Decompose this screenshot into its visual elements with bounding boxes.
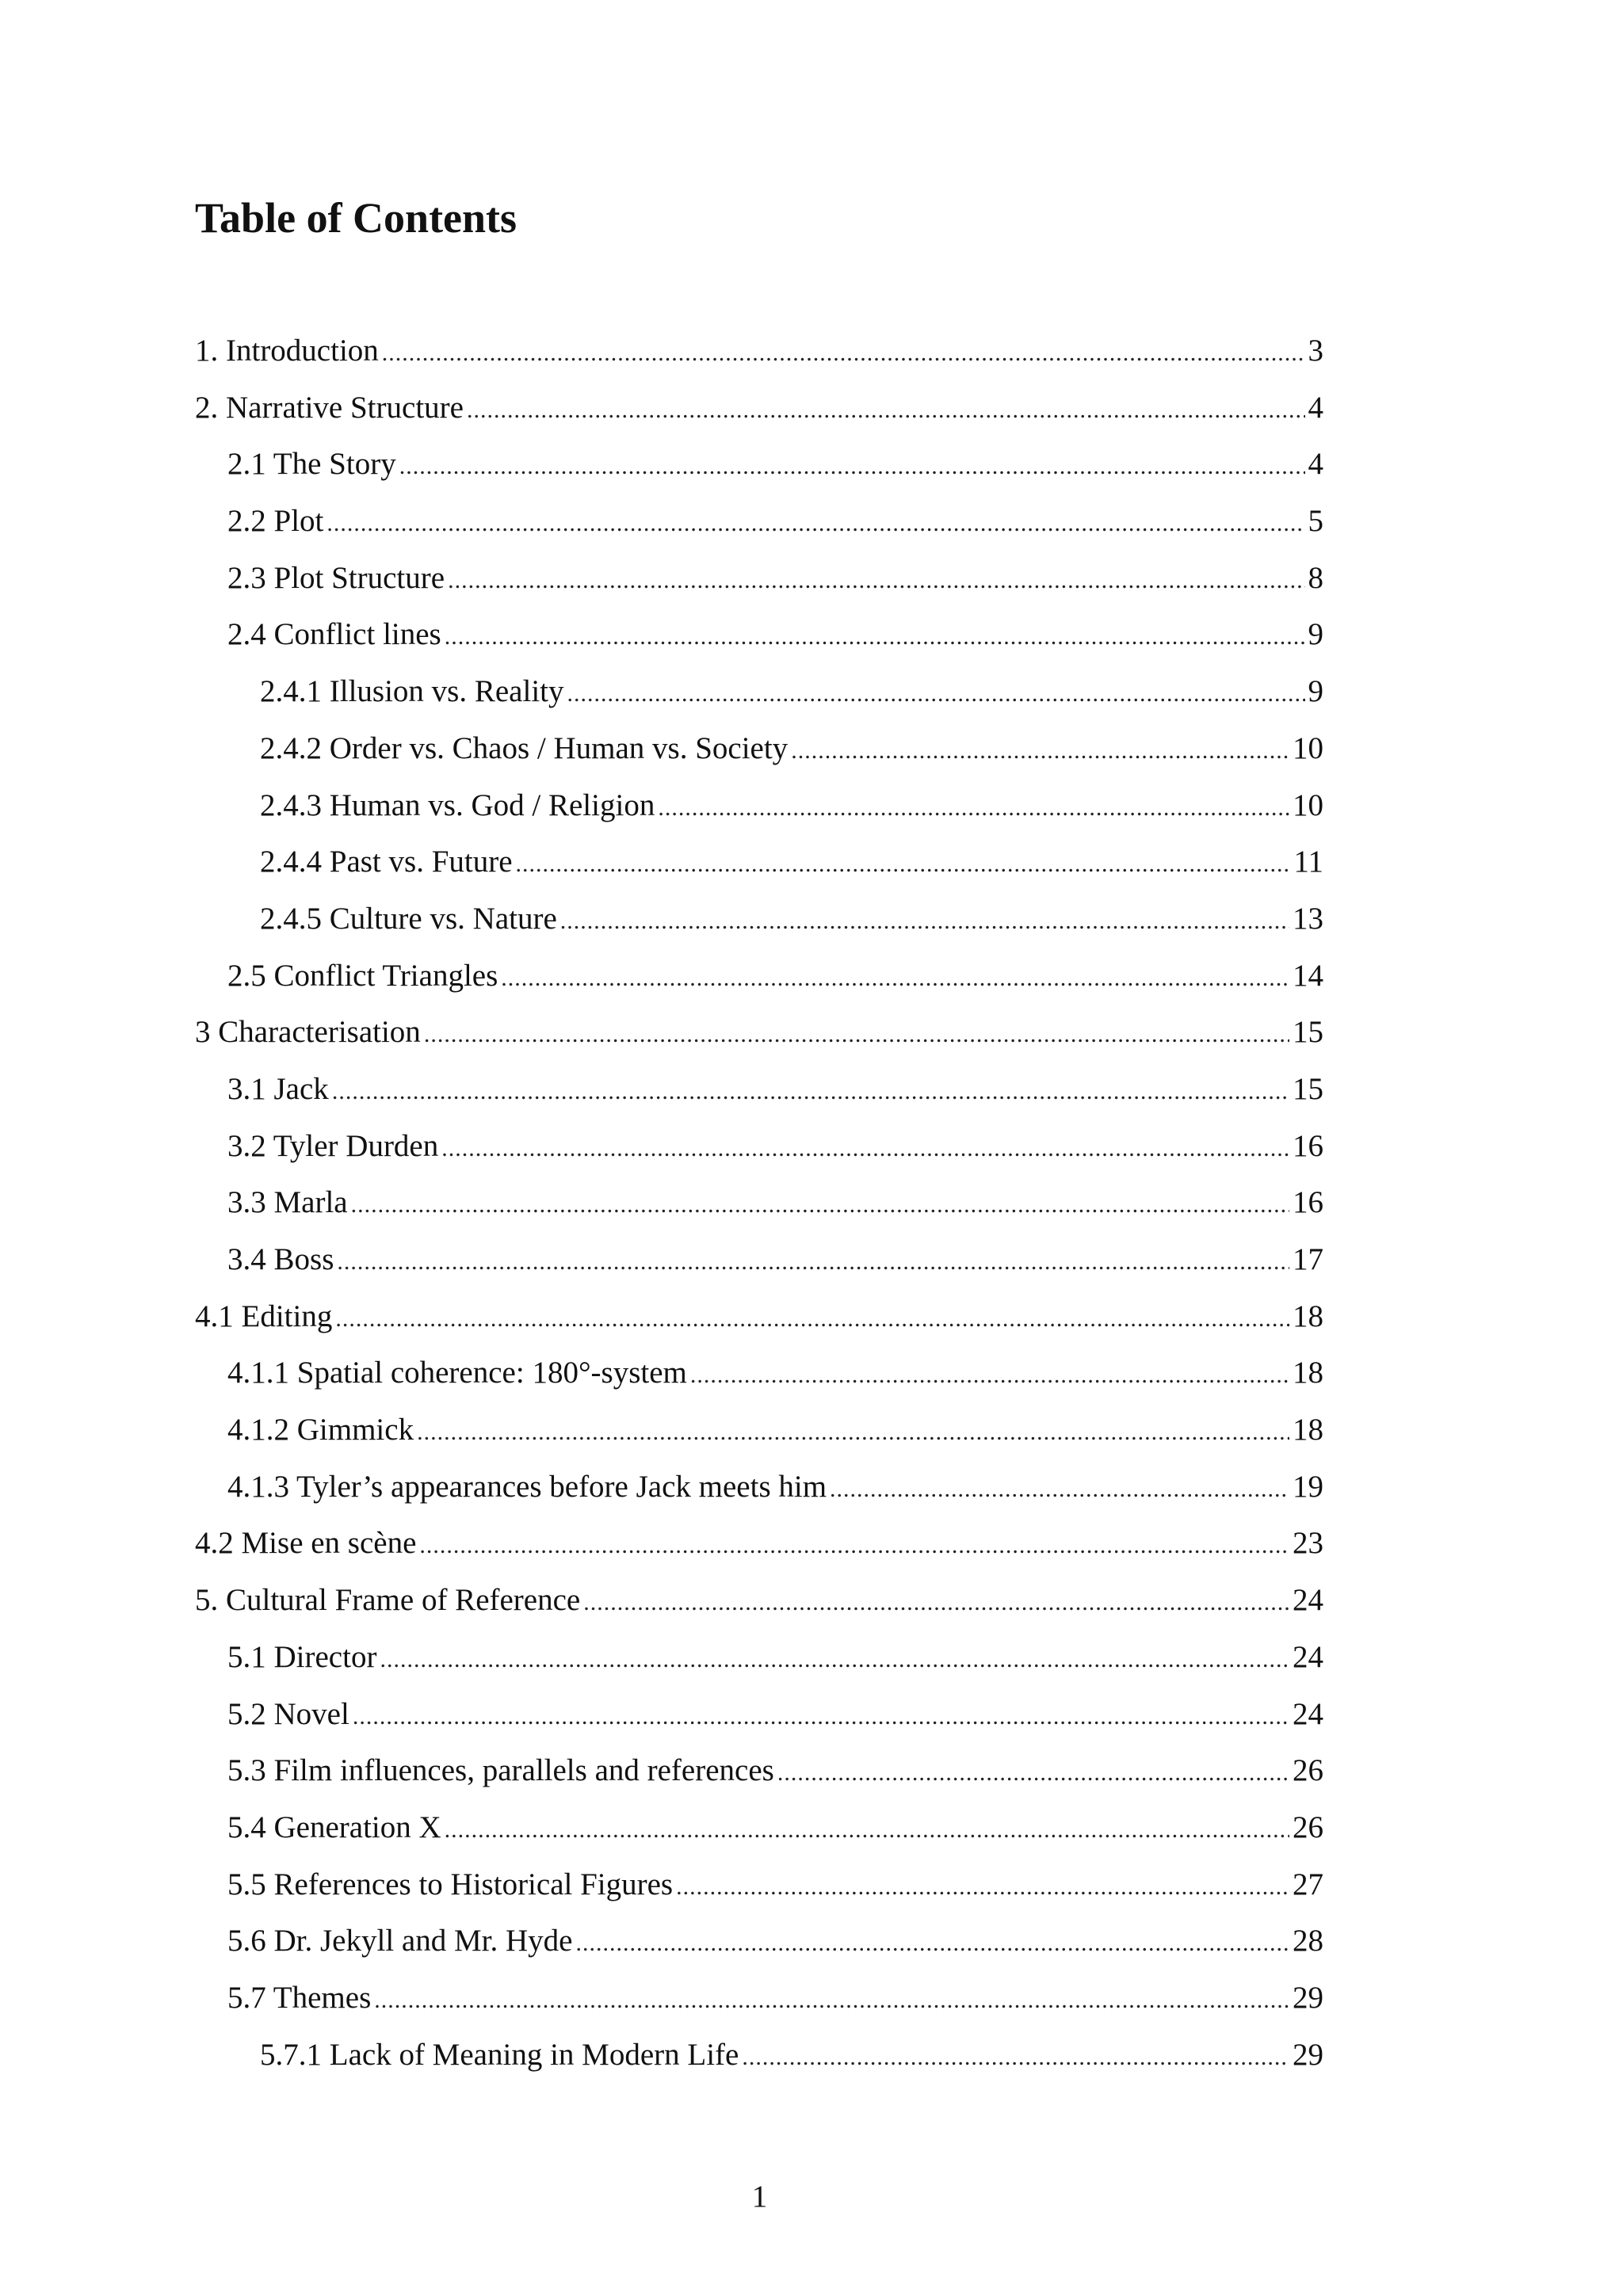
toc-entry-label: 2. Narrative Structure bbox=[195, 390, 464, 425]
toc-entry-page-number: 15 bbox=[1293, 1071, 1323, 1106]
page-number: 1 bbox=[751, 2180, 768, 2214]
toc-dot-leader bbox=[419, 1517, 1289, 1572]
toc-entry-label: 5.2 Novel bbox=[227, 1696, 349, 1731]
toc-entry-label: 5. Cultural Frame of Reference bbox=[195, 1583, 581, 1618]
toc-entry-page-number: 10 bbox=[1293, 788, 1323, 822]
toc-entry-page-number: 15 bbox=[1293, 1015, 1323, 1050]
toc-entry-page-number: 18 bbox=[1293, 1413, 1323, 1447]
toc-entry[interactable] bbox=[195, 1799, 1323, 1856]
toc-dot-leader bbox=[351, 1177, 1289, 1231]
toc-dot-leader bbox=[777, 1745, 1289, 1799]
toc-entry[interactable] bbox=[195, 777, 1323, 834]
toc-entry-label: 2.4.3 Human vs. God / Religion bbox=[260, 788, 655, 822]
toc-dot-leader bbox=[575, 1915, 1289, 1970]
toc-entry-page-number: 9 bbox=[1308, 617, 1323, 652]
toc-entry[interactable] bbox=[195, 1344, 1323, 1402]
toc-entry-label: 2.3 Plot Structure bbox=[227, 560, 445, 595]
toc-dot-leader bbox=[374, 1972, 1289, 2027]
toc-entry-page-number: 18 bbox=[1293, 1299, 1323, 1333]
toc-entry-page-number: 8 bbox=[1308, 560, 1323, 595]
toc-dot-leader bbox=[560, 893, 1289, 948]
toc-entry[interactable] bbox=[195, 1118, 1323, 1175]
toc-entry[interactable] bbox=[195, 720, 1323, 777]
toc-entry[interactable] bbox=[195, 1913, 1323, 1970]
toc-entry-label: 4.1 Editing bbox=[195, 1299, 333, 1333]
toc-entry-label: 3.4 Boss bbox=[227, 1242, 334, 1276]
toc-entry-page-number: 9 bbox=[1308, 674, 1323, 709]
toc-entry-page-number: 26 bbox=[1293, 1810, 1323, 1844]
toc-entry[interactable] bbox=[195, 1629, 1323, 1686]
toc-entry[interactable] bbox=[195, 663, 1323, 720]
toc-dot-leader bbox=[567, 666, 1305, 720]
toc-entry-page-number: 19 bbox=[1293, 1469, 1323, 1504]
toc-dot-leader bbox=[327, 495, 1304, 550]
toc-entry-label: 3 Characterisation bbox=[195, 1015, 421, 1050]
toc-entry[interactable] bbox=[195, 550, 1323, 607]
toc-entry-page-number: 13 bbox=[1293, 901, 1323, 936]
toc-entry-label: 5.6 Dr. Jekyll and Mr. Hyde bbox=[227, 1924, 573, 1958]
toc-entry-label: 4.1.1 Spatial coherence: 180°-system bbox=[227, 1356, 687, 1390]
toc-entry-page-number: 4 bbox=[1308, 447, 1323, 482]
toc-dot-leader bbox=[501, 950, 1289, 1005]
toc-entry-label: 2.4.1 Illusion vs. Reality bbox=[260, 674, 564, 709]
toc-entry-label: 5.7.1 Lack of Meaning in Modern Life bbox=[260, 2037, 739, 2072]
toc-entry-label: 2.1 The Story bbox=[227, 447, 396, 482]
toc-entry[interactable] bbox=[195, 1231, 1323, 1288]
toc-entry[interactable] bbox=[195, 436, 1323, 493]
toc-dot-leader bbox=[399, 438, 1305, 493]
toc-dot-leader bbox=[353, 1688, 1289, 1743]
toc-dot-leader bbox=[791, 723, 1289, 777]
toc-entry[interactable] bbox=[195, 833, 1323, 891]
toc-entry-page-number: 4 bbox=[1308, 390, 1323, 425]
toc-dot-leader bbox=[445, 608, 1305, 663]
toc-entry-page-number: 11 bbox=[1293, 845, 1323, 879]
toc-entry-label: 5.3 Film influences, parallels and references bbox=[227, 1753, 774, 1788]
toc-entry-page-number: 24 bbox=[1293, 1639, 1323, 1674]
toc-entry-page-number: 27 bbox=[1293, 1867, 1323, 1901]
toc-entry[interactable] bbox=[195, 1061, 1323, 1118]
toc-dot-leader bbox=[380, 1631, 1289, 1686]
toc-entry[interactable] bbox=[195, 1686, 1323, 1743]
toc-entry-label: 3.2 Tyler Durden bbox=[227, 1128, 439, 1163]
toc-entry[interactable] bbox=[195, 1004, 1323, 1061]
toc-entry-page-number: 16 bbox=[1293, 1128, 1323, 1163]
toc-entry-label: 2.5 Conflict Triangles bbox=[227, 958, 498, 993]
toc-dot-leader bbox=[516, 836, 1291, 891]
toc-entry-page-number: 3 bbox=[1308, 334, 1323, 368]
toc-entry[interactable] bbox=[195, 1288, 1323, 1345]
toc-entry-page-number: 29 bbox=[1293, 2037, 1323, 2072]
toc-dot-leader bbox=[583, 1574, 1289, 1629]
toc-entry[interactable] bbox=[195, 1856, 1323, 1913]
toc-dot-leader bbox=[658, 780, 1289, 834]
toc-dot-leader bbox=[445, 1802, 1289, 1856]
toc-dot-leader bbox=[424, 1006, 1289, 1061]
toc-entry-page-number: 24 bbox=[1293, 1583, 1323, 1618]
toc-entry-label: 1. Introduction bbox=[195, 334, 379, 368]
toc-entry-page-number: 10 bbox=[1293, 730, 1323, 765]
toc-dot-leader bbox=[467, 382, 1305, 437]
toc-entry[interactable] bbox=[195, 1515, 1323, 1572]
toc-dot-leader bbox=[417, 1404, 1289, 1459]
toc-dot-leader bbox=[441, 1120, 1289, 1175]
toc-dot-leader bbox=[690, 1347, 1289, 1402]
toc-dot-leader bbox=[830, 1461, 1289, 1516]
toc-entry[interactable] bbox=[195, 1572, 1323, 1629]
toc-entry-label: 4.1.3 Tyler’s appearances before Jack meets him bbox=[227, 1469, 827, 1504]
toc-entry[interactable] bbox=[195, 891, 1323, 948]
toc-entry[interactable] bbox=[195, 1742, 1323, 1799]
toc-entry-label: 5.1 Director bbox=[227, 1639, 377, 1674]
toc-entry[interactable] bbox=[195, 606, 1323, 663]
toc-entry-label: 2.4.5 Culture vs. Nature bbox=[260, 901, 557, 936]
toc-title: Table of Contents bbox=[195, 194, 517, 242]
toc-entry-page-number: 28 bbox=[1293, 1924, 1323, 1958]
toc-entry-page-number: 5 bbox=[1308, 504, 1323, 539]
toc-entry[interactable] bbox=[195, 1970, 1323, 2027]
toc-entry-page-number: 26 bbox=[1293, 1753, 1323, 1788]
toc-dot-leader bbox=[676, 1859, 1289, 1913]
toc-entry-label: 4.1.2 Gimmick bbox=[227, 1413, 414, 1447]
toc-dot-leader bbox=[448, 552, 1304, 607]
toc-entry[interactable] bbox=[195, 1459, 1323, 1516]
toc-entry-label: 2.4 Conflict lines bbox=[227, 617, 441, 652]
toc-entry-label: 3.3 Marla bbox=[227, 1185, 348, 1220]
toc-entry[interactable] bbox=[195, 2027, 1323, 2084]
toc-dot-leader bbox=[742, 2029, 1289, 2084]
toc-entry-label: 2.2 Plot bbox=[227, 504, 324, 539]
toc-entry-page-number: 17 bbox=[1293, 1242, 1323, 1276]
toc-entry[interactable] bbox=[195, 948, 1323, 1005]
toc-dot-leader bbox=[337, 1234, 1289, 1288]
toc-entry-page-number: 18 bbox=[1293, 1356, 1323, 1390]
toc-entry-label: 2.4.2 Order vs. Chaos / Human vs. Society bbox=[260, 730, 789, 765]
toc-entry-label: 5.5 References to Historical Figures bbox=[227, 1867, 674, 1901]
toc-entry-label: 5.7 Themes bbox=[227, 1980, 372, 2015]
toc-entry-label: 5.4 Generation X bbox=[227, 1810, 441, 1844]
toc-entry-page-number: 23 bbox=[1293, 1526, 1323, 1561]
toc-entry-label: 3.1 Jack bbox=[227, 1071, 329, 1106]
toc-dot-leader bbox=[332, 1063, 1289, 1118]
toc-entry[interactable] bbox=[195, 379, 1323, 437]
toc-dot-leader bbox=[335, 1291, 1289, 1345]
toc-entry-page-number: 29 bbox=[1293, 1980, 1323, 2015]
toc-list bbox=[195, 322, 1323, 2083]
toc-entry-page-number: 24 bbox=[1293, 1696, 1323, 1731]
toc-entry[interactable] bbox=[195, 322, 1323, 379]
toc-entry[interactable] bbox=[195, 493, 1323, 550]
toc-entry-page-number: 16 bbox=[1293, 1185, 1323, 1220]
toc-entry-label: 2.4.4 Past vs. Future bbox=[260, 845, 513, 879]
toc-entry[interactable] bbox=[195, 1402, 1323, 1459]
toc-dot-leader bbox=[382, 325, 1305, 379]
toc-entry-label: 4.2 Mise en scène bbox=[195, 1526, 417, 1561]
toc-entry-page-number: 14 bbox=[1293, 958, 1323, 993]
toc-entry[interactable] bbox=[195, 1174, 1323, 1231]
